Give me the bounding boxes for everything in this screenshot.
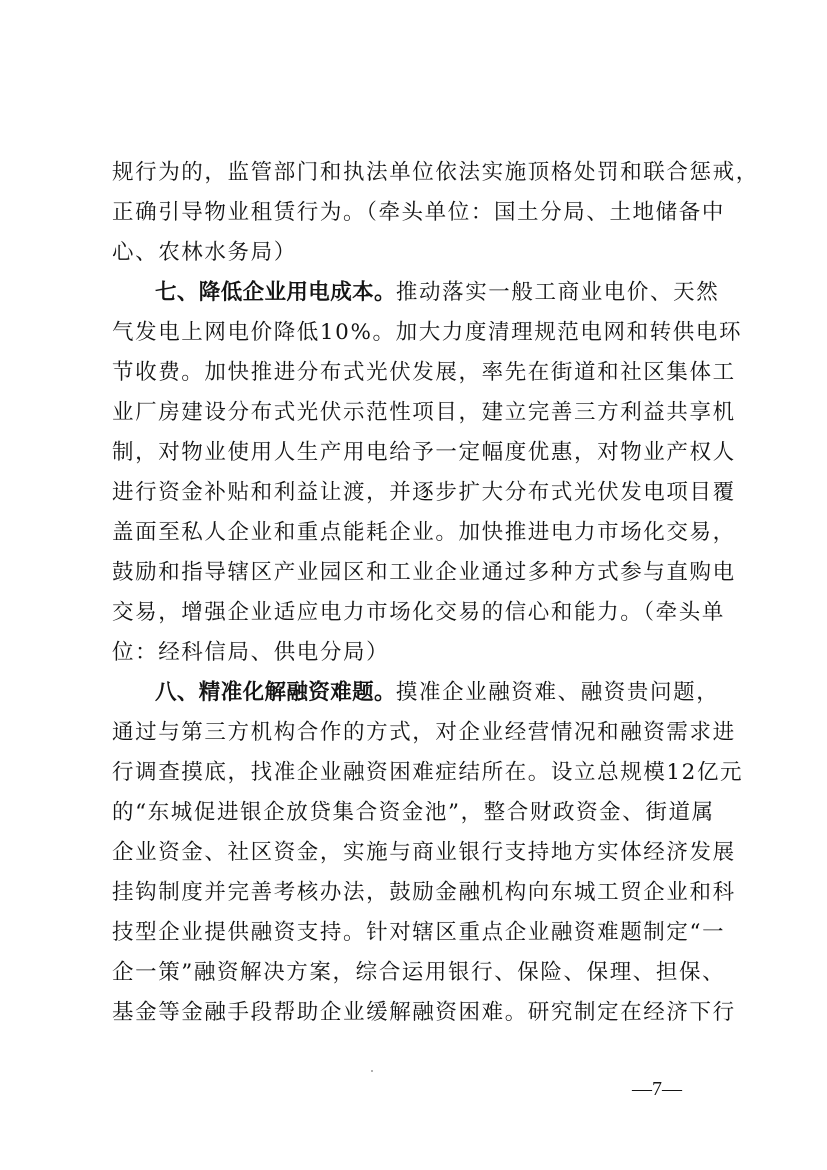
paragraph-line: 交易，增强企业适应电力市场化交易的信心和能力。（牵头单 (112, 600, 725, 625)
section-7-heading: 七、降低企业用电成本。 (155, 280, 396, 305)
section-7-text: 推动落实一般工商业电价、天然 (395, 280, 720, 305)
paragraph-line: 位：经科信局、供电分局） (112, 640, 390, 665)
page-number: —7— (632, 1078, 682, 1100)
paragraph-line: 企一策”融资解决方案，综合运用银行、保险、保理、担保、 (112, 960, 726, 985)
section-8-first-line (155, 678, 720, 708)
paragraph-line: 鼓励和指导辖区产业园区和工业企业通过多种方式参与直购电 (112, 560, 736, 585)
paragraph-line: 业厂房建设分布式光伏示范性项目，建立完善三方利益共享机 (112, 400, 736, 425)
paragraph-line: 盖面至私人企业和重点能耗企业。加快推进电力市场化交易， (112, 520, 736, 545)
paragraph-line: 行调查摸底，找准企业融资困难症结所在。设立总规模12亿元 (112, 760, 744, 785)
paragraph-line: 正确引导物业租赁行为。（牵头单位：国土分局、土地储备中 (112, 200, 725, 225)
paragraph-line: 制，对物业使用人生产用电给予一定幅度优惠，对物业产权人 (112, 440, 736, 465)
paragraph-line: 气发电上网电价降低10%。加大力度清理规范电网和转供电环 (112, 320, 743, 345)
paragraph-line: 通过与第三方机构合作的方式，对企业经营情况和融资需求进 (112, 720, 736, 745)
section-8-text: 摸准企业融资难、融资贵问题， (395, 680, 720, 705)
paragraph-line: 基金等金融手段帮助企业缓解融资困难。研究制定在经济下行 (112, 1000, 736, 1025)
paragraph-line: 企业资金、社区资金，实施与商业银行支持地方实体经济发展 (112, 840, 736, 865)
paragraph-line: 技型企业提供融资支持。针对辖区重点企业融资难题制定“一 (112, 920, 726, 945)
section-7-first-line (155, 278, 720, 308)
paragraph-line: 进行资金补贴和利益让渡，并逐步扩大分布式光伏发电项目覆 (112, 480, 736, 505)
paragraph-line: 节收费。加快推进分布式光伏发展，率先在街道和社区集体工 (112, 360, 736, 385)
scan-speck (371, 1070, 373, 1072)
section-8-heading: 八、精准化解融资难题。 (155, 680, 396, 705)
paragraph-line: 心、农林水务局） (112, 240, 297, 265)
paragraph-line: 规行为的，监管部门和执法单位依法实施顶格处罚和联合惩戒， (112, 160, 759, 185)
paragraph-line: 的“东城促进银企放贷集合资金池”，整合财政资金、街道属 (112, 800, 715, 825)
paragraph-line: 挂钩制度并完善考核办法，鼓励金融机构向东城工贸企业和科 (112, 880, 736, 905)
